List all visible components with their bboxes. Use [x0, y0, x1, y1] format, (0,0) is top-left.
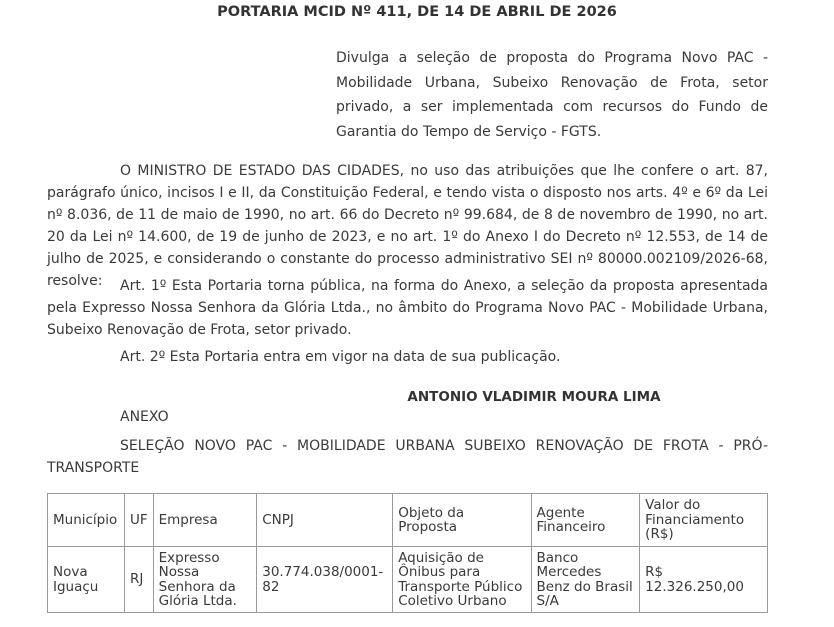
annex-table: [47, 493, 768, 613]
cell-valor: R$ 12.326.250,00: [640, 547, 768, 613]
document-title: PORTARIA MCID Nº 411, DE 14 DE ABRIL DE 2026: [217, 4, 617, 20]
header-empresa: Empresa: [153, 494, 257, 547]
header-cnpj: CNPJ: [257, 494, 393, 547]
article-2: Art. 2º Esta Portaria entra em vigor na data de sua publicação.: [120, 349, 561, 365]
header-municipio: Município: [48, 494, 125, 547]
header-objeto: Objeto da Proposta: [393, 494, 531, 547]
annex-label: ANEXO: [120, 409, 169, 425]
table-header-row: [48, 494, 768, 547]
header-valor-financiamento: Valor do Financiamento (R$): [640, 494, 768, 547]
preamble-paragraph: O MINISTRO DE ESTADO DAS CIDADES, no uso das atribuições que lhe confere o art. 87, parágrafo único, incisos I e II, da Constituição Federal, e tendo vista o disposto nos arts. 4º e 6º da Lei nº 8.036, de 11 de maio de 1990, no art. 66 do Decreto nº 99.684, de 8 de novembro de 1990, no art. 20 da Lei nº 14.600, de 19 de junho de 2023, e no art. 1º do Anexo I do Decreto nº 12.553, de 14 de julho de 2025, e considerando o constante do processo administrativo SEI nº 80000.002109/2026-68, resolve:: [47, 163, 768, 289]
signature-name: ANTONIO VLADIMIR MOURA LIMA: [407, 389, 661, 405]
table-row: [48, 547, 768, 613]
cell-uf: RJ: [124, 547, 153, 613]
cell-objeto: Aquisição de Ônibus para Transporte Público Coletivo Urbano: [393, 547, 531, 613]
cell-empresa: Expresso Nossa Senhora da Glória Ltda.: [153, 547, 257, 613]
cell-cnpj: 30.774.038/0001-82: [257, 547, 393, 613]
header-uf: UF: [124, 494, 153, 547]
article-1: Art. 1º Esta Portaria torna pública, na forma do Anexo, a seleção da proposta apresentada pela Expresso Nossa Senhora da Glória Ltda., no âmbito do Programa Novo PAC - Mobilidade Urbana, Subeixo Renovação de Frota, setor privado.: [47, 278, 768, 338]
annex-title: SELEÇÃO NOVO PAC - MOBILIDADE URBANA SUBEIXO RENOVAÇÃO DE FROTA - PRÓ-TRANSPORTE: [47, 438, 768, 476]
header-agente-financeiro: Agente Financeiro: [531, 494, 640, 547]
ementa: Divulga a seleção de proposta do Programa Novo PAC - Mobilidade Urbana, Subeixo Renovação de Frota, setor privado, a ser implementada com recursos do Fundo de Garantia do Tempo de Serviço - FGTS.: [336, 50, 768, 140]
cell-municipio: Nova Iguaçu: [48, 547, 125, 613]
cell-agente-financeiro: Banco Mercedes Benz do Brasil S/A: [531, 547, 640, 613]
